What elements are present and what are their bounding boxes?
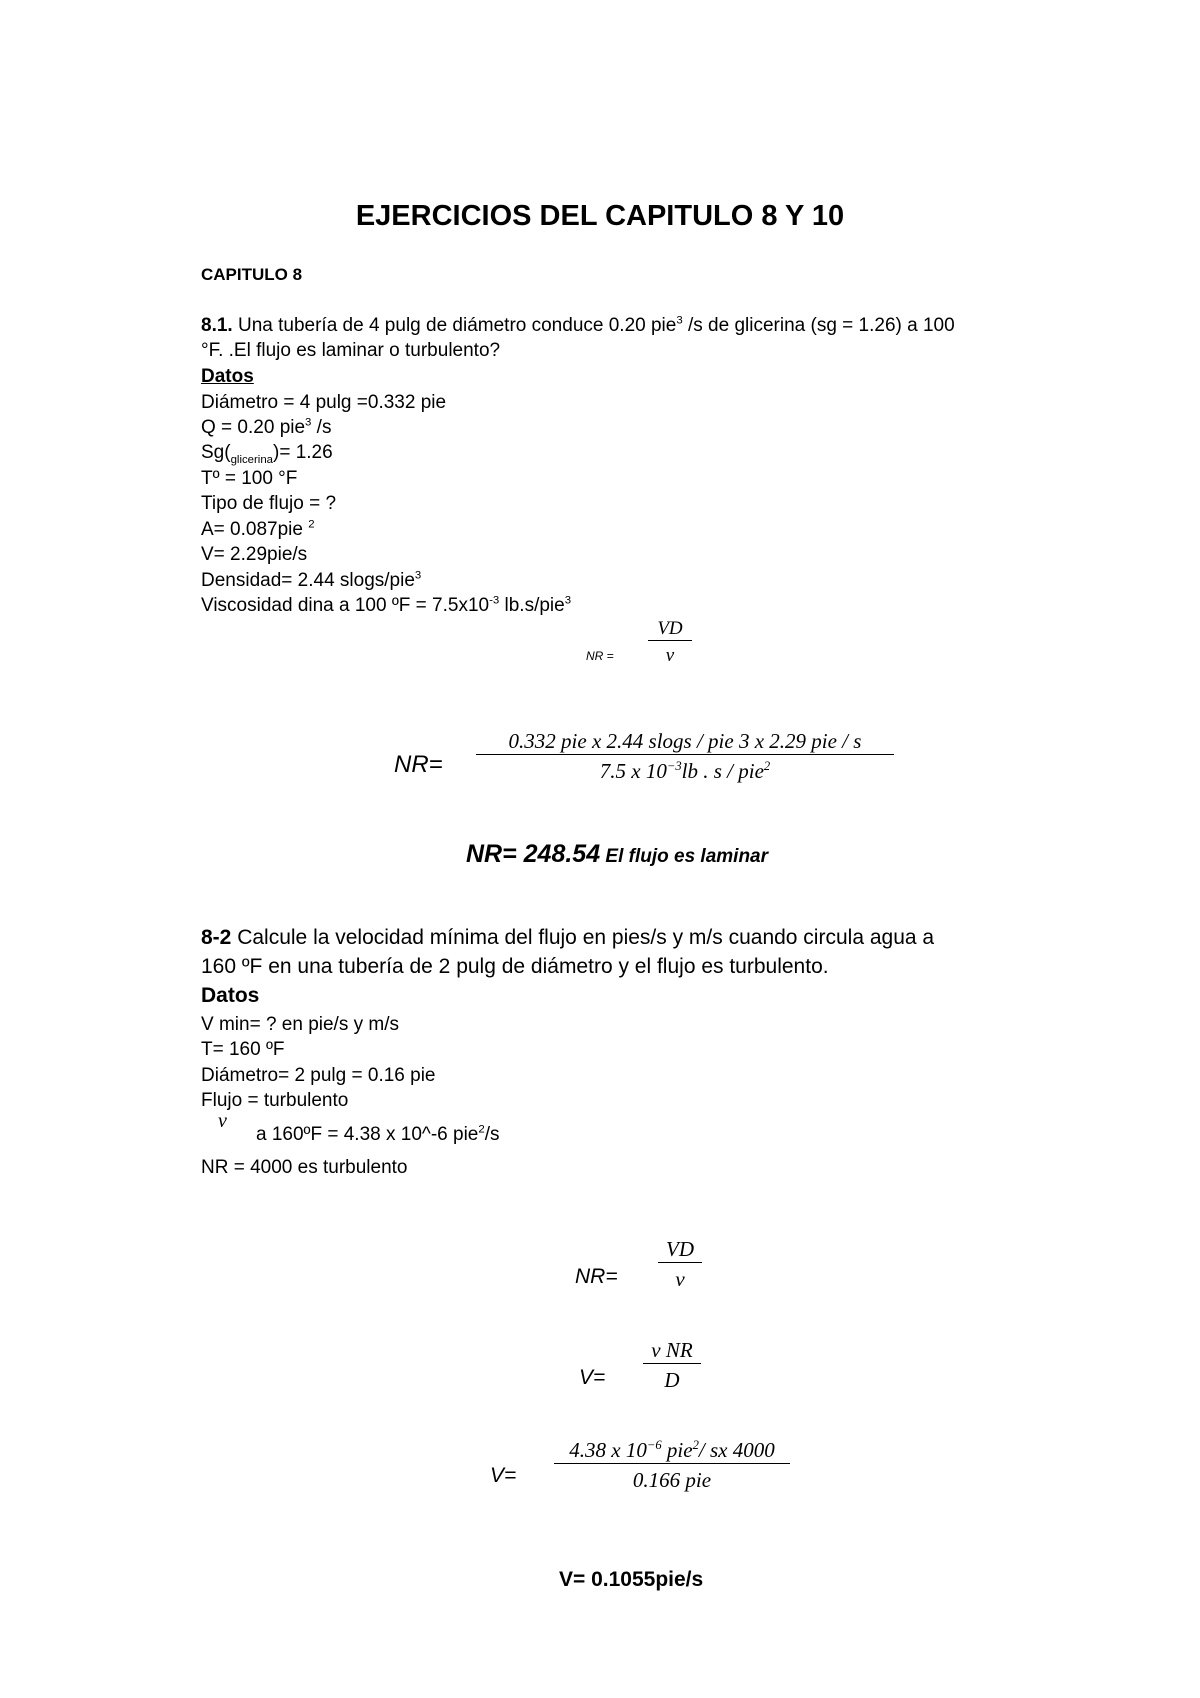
problem2-formula2-fraction (643, 1338, 701, 1393)
problem1-calc-denominator (476, 755, 894, 784)
problem1-formula-lhs: NR = (586, 649, 614, 663)
problem1-area-exponent: 2 (308, 518, 315, 531)
problem1-diametro: Diámetro = 4 pulg =0.332 pie (201, 392, 447, 413)
problem1-result-value: NR= 248.54 (466, 840, 601, 868)
problem1-sg-b: )= 1.26 (273, 442, 333, 463)
problem2-nr: NR = 4000 es turbulento (201, 1157, 408, 1178)
problem1-calc-den-unit-exponent: 2 (763, 759, 771, 773)
problem2-formula1-fraction (658, 1237, 702, 1292)
problem2-formula3-num-exponent: −6 (646, 1438, 662, 1452)
problem2-temperatura: T= 160 ºF (201, 1039, 285, 1060)
problem1-calc-fraction (476, 729, 894, 784)
problem2-formula3-lhs: V= (490, 1464, 517, 1487)
problem1-formula-fraction (648, 618, 692, 667)
problem2-vmin: V min= ? en pie/s y m/s (201, 1014, 399, 1035)
problem2-viscosidad-a: a 160ºF = 4.38 x 10^-6 pie (256, 1124, 479, 1145)
problem1-formula-denominator: v (665, 645, 675, 666)
problem2-statement-line1 (201, 924, 934, 952)
problem1-datos-label: Datos (201, 366, 254, 387)
problem1-calc-den-a: 7.5 x 10 (599, 759, 667, 783)
problem1-calc-numerator: 0.332 pie x 2.44 slogs / pie 3 x 2.29 pie / s (476, 729, 894, 755)
problem1-velocidad: V= 2.29pie/s (201, 544, 308, 565)
problem2-formula1-numerator: VD (658, 1237, 702, 1263)
problem1-densidad (201, 568, 421, 593)
problem1-temperatura: Tº = 100 °F (201, 468, 298, 489)
problem2-flujo: Flujo = turbulento (201, 1090, 349, 1111)
problem1-area (201, 517, 315, 542)
problem1-flow-exponent: 3 (676, 314, 683, 327)
problem1-viscosidad-unit-exponent: 3 (564, 594, 572, 607)
problem1-statement-b: /s de glicerina (sg = 1.26) a 100 (682, 315, 955, 336)
problem1-area-a: A= 0.087pie (201, 519, 309, 540)
problem1-densidad-a: Densidad= 2.44 slogs/pie (201, 570, 415, 591)
problem1-viscosidad-exponent: -3 (489, 594, 500, 607)
problem2-viscosidad-b: /s (484, 1124, 500, 1145)
problem1-sg-sub: glicerina (230, 453, 273, 466)
problem2-number: 8-2 (201, 926, 232, 949)
problem1-result-note: El flujo es laminar (600, 846, 769, 867)
problem1-calc-lhs: NR= (394, 751, 443, 778)
problem2-formula1-lhs: NR= (575, 1265, 618, 1288)
problem2-formula3-num-b: pie (661, 1438, 693, 1462)
problem1-sg-a: Sg( (201, 442, 231, 463)
problem2-viscosidad (256, 1122, 499, 1147)
problem1-statement-line1 (201, 313, 955, 338)
problem1-statement-a: Una tubería de 4 pulg de diámetro conduce 0.20 pie (232, 315, 677, 336)
chapter-heading: CAPITULO 8 (201, 265, 303, 284)
problem2-viscosidad-exponent: 2 (478, 1123, 485, 1136)
problem1-result (466, 840, 768, 869)
problem2-formula3-fraction (554, 1438, 790, 1493)
problem1-caudal-a: Q = 0.20 pie (201, 417, 306, 438)
problem2-nu-symbol: v (218, 1110, 227, 1132)
problem1-caudal (201, 415, 331, 440)
problem1-viscosidad (201, 593, 571, 618)
problem1-caudal-b: /s (311, 417, 332, 438)
problem2-statement-line2: 160 ºF en una tubería de 2 pulg de diámetro y el flujo es turbulento. (201, 955, 829, 978)
problem2-datos-label: Datos (201, 984, 260, 1007)
problem1-tipo-flujo: Tipo de flujo = ? (201, 493, 337, 514)
problem1-viscosidad-b: lb.s/pie (499, 595, 565, 616)
problem1-number: 8.1. (201, 315, 233, 336)
problem2-formula2-numerator: v NR (643, 1338, 701, 1364)
document-title: EJERCICIOS DEL CAPITULO 8 Y 10 (355, 200, 845, 232)
problem1-densidad-exponent: 3 (414, 569, 422, 582)
problem1-sg (201, 440, 333, 465)
problem2-formula2-denominator: D (664, 1368, 680, 1392)
problem2-statement-a: Calcule la velocidad mínima del flujo en pies/s y m/s cuando circula agua a (231, 926, 935, 949)
problem2-result: V= 0.1055pie/s (559, 1568, 704, 1591)
problem1-viscosidad-a: Viscosidad dina a 100 ºF = 7.5x10 (201, 595, 490, 616)
problem2-formula3-num-c: / sx 4000 (698, 1438, 775, 1462)
problem1-formula-numerator: VD (648, 618, 692, 641)
problem1-calc-den-exponent: −3 (666, 759, 682, 773)
problem1-statement-line2: °F. .El flujo es laminar o turbulento? (201, 340, 501, 361)
problem2-formula3-denominator: 0.166 pie (632, 1468, 712, 1492)
problem2-diametro: Diámetro= 2 pulg = 0.16 pie (201, 1065, 436, 1086)
problem1-caudal-exponent: 3 (305, 416, 312, 429)
problem2-formula1-denominator: v (675, 1267, 685, 1291)
problem2-formula3-num-unit-exponent: 2 (692, 1438, 699, 1452)
problem2-formula3-numerator (554, 1438, 790, 1464)
problem2-formula2-lhs: V= (579, 1366, 606, 1389)
problem2-formula3-num-a: 4.38 x 10 (569, 1438, 647, 1462)
problem1-calc-den-b: lb . s / pie (681, 759, 764, 783)
